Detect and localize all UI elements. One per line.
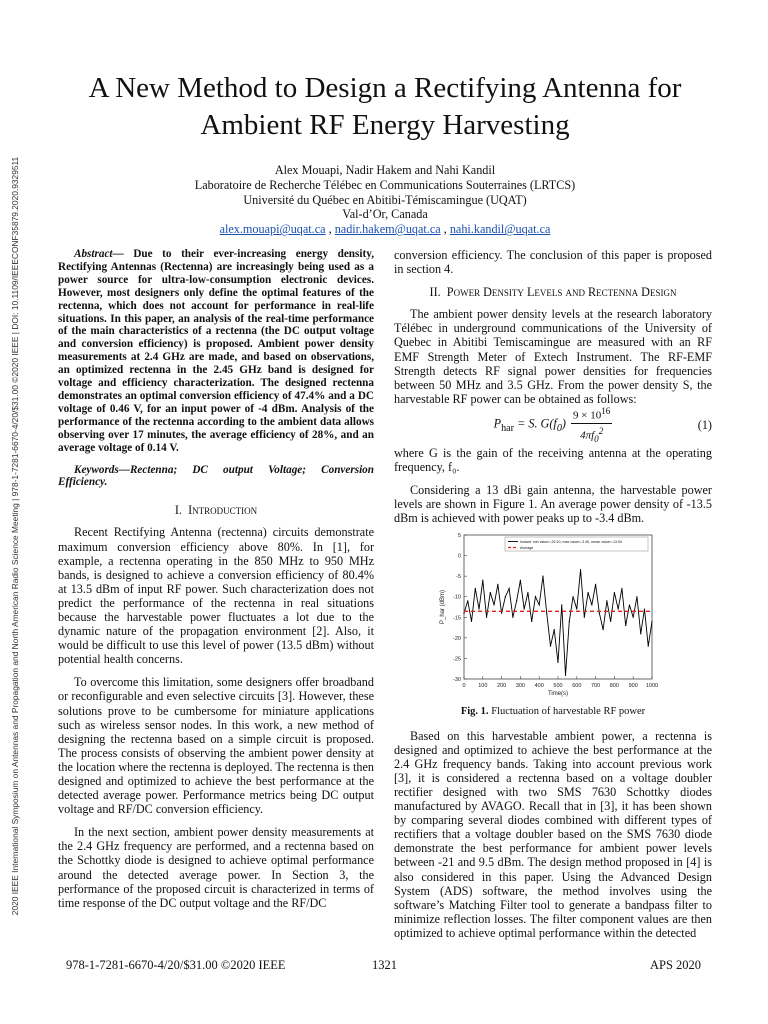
data-point-instant — [595, 584, 596, 585]
author-names: Alex Mouapi, Nadir Hakem and Nahi Kandil — [274, 163, 496, 177]
right-paragraph-2: where G is the gain of the receiving antenna at the operating frequency, f₀. — [394, 445, 712, 475]
data-point-instant — [633, 617, 634, 618]
sidebar-citation — [4, 96, 26, 976]
data-point-instant — [539, 605, 540, 606]
x-axis-label: Time(s) — [547, 691, 569, 698]
intro-paragraph-2: To overcome this limitation, some designers offer broadband or reconfigurable and even selective circuits [3]. However, these solutions prove to be cumbersome for miniature applications such as wireless sensor nodes. In this work, a new method of designing the rectenna based on a simple circuit is proposed. The process consists of observing the ambient power density at the location where the rectenna is deployed. The rectenna is then designed and optimized to achieve the best performance at the detected average power. Performance metrics being DC output voltage and RF/DC conversion efficiency. — [58, 675, 374, 817]
author-university: Université du Québec en Abitibi-Témiscamingue (UQAT) — [243, 192, 527, 207]
data-point-instant — [501, 613, 502, 614]
data-point-instant — [516, 601, 517, 602]
x-tick-label: 400 — [534, 683, 544, 690]
data-point-instant — [587, 592, 588, 593]
data-point-instant — [497, 584, 498, 585]
data-point-instant — [640, 634, 641, 635]
email-link-hakem[interactable]: nadir.hakem@uqat.ca — [334, 222, 441, 237]
x-tick-label: 100 — [478, 683, 488, 690]
data-point-instant — [478, 609, 479, 610]
equation-number: (1) — [697, 417, 712, 432]
data-point-instant — [576, 609, 577, 610]
data-point-instant — [467, 601, 468, 602]
data-point-instant — [520, 580, 521, 581]
data-point-instant — [580, 569, 581, 570]
x-tick-label: 700 — [591, 683, 601, 690]
keywords-label: Keywords— — [74, 463, 130, 476]
data-point-instant — [527, 592, 528, 593]
footer-isbn: 978-1-7281-6670-4/20/$31.00 ©2020 IEEE — [66, 958, 286, 972]
data-point-instant — [550, 646, 551, 647]
right-paragraph-4: Based on this harvestable ambient power, a rectenna is designed and optimized to achieve the best performance at the 2.4 GHz frequency bands. Taking into account previous work [3], it is considered a rectenna based on a voltage doubler rectifier designed with two SMS 7630 Schottky diodes manufactured by AVAGO. Recall that in [3], it has been shown by comparing several diodes combined with different types of rectifiers that a voltage doubler based on the SMS 7630 diode demonstrate the best performance for ambient power levels between -21 and 9.5 dBm. The design method proposed in [4] is also considered in this paper. Using the Advanced Design System (ADS) software, the method involves using the software’s Matching Filter tool to generate a bandpass filter to minimize reflection losses. The filter component values are then optimized to achieve optimal performance within the detected — [394, 728, 712, 940]
data-point-instant — [509, 588, 510, 589]
x-tick-label: 300 — [515, 683, 525, 690]
data-point-instant — [524, 609, 525, 610]
data-point-instant — [599, 613, 600, 614]
data-point-instant — [475, 588, 476, 589]
data-point-instant — [648, 646, 649, 647]
author-emails — [60, 222, 710, 237]
legend-label-instant: Instant: min value=-29.10, max value=-3.40, mean value=-13.54 — [520, 540, 622, 545]
y-tick-label: -5 — [456, 574, 461, 581]
data-point-instant — [584, 617, 585, 618]
y-tick-label: 0 — [457, 553, 461, 560]
data-point-instant — [614, 592, 615, 593]
y-tick-label: 5 — [457, 533, 461, 540]
data-point-instant — [565, 675, 566, 676]
section-heading-power-density: II. Power Density Levels and Rectenna Design — [429, 285, 677, 300]
data-point-instant — [591, 605, 592, 606]
right-paragraph-1: The ambient power density levels at the research laboratory Télébec in underground communications of the University of Quebec in Abitibi Temiscamingue are measured with an RF EMF Strength Meter of Extech Instrument. The RF-EMF Strength detects RF signal power densities for frequencies between 50 MHz and 3.5 GHz. From the power density S, the harvestable RF power can be obtained as follows: — [394, 307, 712, 406]
right-paragraph-3: Considering a 13 dBi gain antenna, the harvestable power levels are shown in Figure 1. An average power density of -13.5 dBm is achieved with power peaks up to -3.4 dBm. — [394, 483, 712, 526]
data-point-instant — [636, 597, 637, 598]
harvestable-power-chart — [394, 529, 712, 699]
equation-fraction: $\frac{9 \times 10^{16}}{4\pi f_0^2}$ — [573, 406, 611, 444]
figure-1 — [394, 529, 712, 718]
data-point-instant — [651, 621, 652, 622]
y-tick-label: -25 — [453, 656, 461, 663]
x-tick-label: 600 — [572, 683, 582, 690]
y-tick-label: -20 — [453, 636, 461, 643]
data-point-instant — [531, 621, 532, 622]
email-link-mouapi[interactable]: alex.mouapi@uqat.ca — [219, 222, 326, 237]
abstract-text: Due to their ever-increasing energy density, Rectifying Antennas (Rectenna) are increasingly being used as a power source for ultra-low-consumption electronic devices. However, most designers only define the optimal features of the rectenna, which does not account for performance in real-life situations. In this paper, an analysis of the real-time performance of the main characteristics of a rectenna (the DC output voltage and conversion efficiency) is proposed. Ambient power density measurements at 2.4 GHz are made, and based on observations, an optimized rectenna in the 2.45 GHz band is designed for voltage and efficiency characterization. The designed rectenna demonstrates an optimal conversion efficiency of 47.4% and a DC voltage of 0.46 V, for an input power of -4 dBm. Analysis of the performance of the rectenna according to the ambient data allows observing over 17 minutes, the average efficiency of 28%, and an average voltage of 0.14 V. — [58, 248, 374, 454]
data-point-instant — [557, 662, 558, 663]
right-column — [394, 248, 712, 949]
x-tick-label: 200 — [497, 683, 507, 690]
figure-caption: Fig. 1. Fluctuation of harvestable RF power — [460, 705, 646, 717]
data-point-instant — [463, 613, 464, 614]
data-point-instant — [569, 621, 570, 622]
data-point-instant — [644, 609, 645, 610]
right-paragraph-0: conversion efficiency. The conclusion of this paper is proposed in section 4. — [394, 248, 712, 277]
author-lab: Laboratoire de Recherche Télébec en Communications Souterraines (LRTCS) — [194, 177, 576, 192]
equation-1 — [394, 408, 712, 442]
data-point-instant — [572, 597, 573, 598]
footer-page-number: 1321 — [372, 958, 397, 972]
y-tick-label: -15 — [453, 615, 461, 622]
data-point-instant — [546, 613, 547, 614]
data-point-instant — [542, 576, 543, 577]
data-point-instant — [603, 629, 604, 630]
data-point-instant — [535, 597, 536, 598]
data-point-instant — [490, 592, 491, 593]
data-point-instant — [554, 629, 555, 630]
abstract — [58, 248, 374, 455]
equation-body: $P_{har} = S$. $G(f_0)$ $\frac{9 \times 10^{16}}{4\pi f_0^2}$ — [494, 404, 613, 446]
data-point-instant — [625, 625, 626, 626]
y-tick-label: -30 — [453, 677, 461, 684]
legend-label-average: Average — [520, 546, 534, 551]
email-separator: , — [325, 222, 335, 237]
data-point-instant — [618, 609, 619, 610]
abstract-label: Abstract— — [74, 248, 124, 260]
y-axis-label: P_har (dBm) — [440, 590, 446, 625]
data-point-instant — [629, 605, 630, 606]
paper-title: A New Method to Design a Rectifying Antenna for Ambient RF Energy Harvesting — [88, 72, 682, 141]
data-point-instant — [505, 597, 506, 598]
email-separator: , — [440, 222, 450, 237]
x-tick-label: 0 — [462, 683, 466, 690]
data-point-instant — [621, 588, 622, 589]
x-tick-label: 800 — [609, 683, 619, 690]
data-point-instant — [486, 617, 487, 618]
data-point-instant — [493, 605, 494, 606]
keywords-text: Rectenna; DC output Voltage; Conversion Efficiency. — [58, 463, 374, 489]
section-heading-introduction: I. Introduction — [174, 503, 258, 518]
x-tick-label: 1000 — [645, 683, 659, 690]
email-link-kandil[interactable]: nahi.kandil@uqat.ca — [449, 222, 551, 237]
data-point-instant — [471, 621, 472, 622]
data-point-instant — [606, 601, 607, 602]
x-tick-label: 500 — [553, 683, 563, 690]
x-tick-label: 900 — [628, 683, 638, 690]
sidebar-citation-text: 2020 IEEE International Symposium on Antennas and Propagation and North American Radio Science Meeting | 978-1-7281-6670-4/20/$31.00 ©2020 IEEE | DOI: 10.1109/IEEECONF35879.2020.9329511 — [10, 156, 20, 916]
footer-conference: APS 2020 — [650, 958, 702, 972]
data-point-instant — [610, 621, 611, 622]
data-point-instant — [512, 617, 513, 618]
data-point-instant — [482, 580, 483, 581]
left-column — [58, 248, 374, 919]
author-city: Val-d’Or, Canada — [342, 207, 428, 222]
intro-paragraph-1: Recent Rectifying Antenna (rectenna) circuits demonstrate maximum conversion efficiency above 80%. In [1], for example, a rectenna operating in the 850 MHz to 950 MHz bands, is designed to achieve a conversion efficiency of 80.4% at 13.5 dBm of input RF power. Such characterization does not predict the performance of the rectenna in real situations because the harvestable power fluctuates a lot due to the dynamic nature of the propagation environment [2]. Also, it would be difficult to use this level of power (13.5 dBm) without potential health concerns. — [58, 525, 374, 667]
keywords — [58, 464, 374, 490]
y-tick-label: -10 — [453, 595, 461, 602]
intro-paragraph-3: In the next section, ambient power density measurements at the 2.4 GHz frequency are performed, and a rectenna based on the Schottky diode is designed to achieve optimal performance around the detected average power. In Section 3, the performance of the proposed circuit is characterized in terms of time response of the DC output voltage and the RF/DC — [58, 825, 374, 910]
author-block — [60, 163, 710, 237]
data-point-instant — [561, 605, 562, 606]
